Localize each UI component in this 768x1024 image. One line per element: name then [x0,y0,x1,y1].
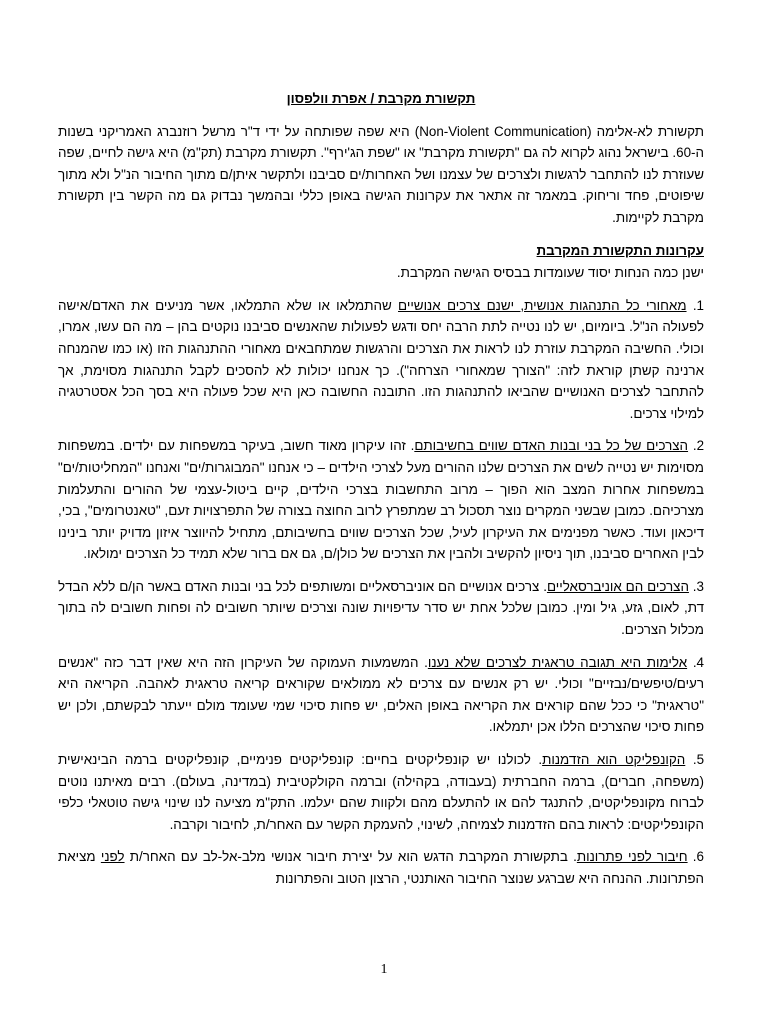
principle-item-4 [58,652,704,738]
principle-heading: הצרכים הם אוניברסאליים [546,578,689,594]
principle-heading: הקונפליקט הוא הזדמנות [542,752,686,768]
principle-item-3 [58,576,704,641]
section-intro: ישנן כמה הנחות יסוד שעומדות בבסיס הגישה המקרבת. [396,265,704,281]
document-title: תקשורת מקרבת / אפרת וולפסון [286,91,476,106]
principle-text: . צרכים אנושיים הם אוניברסאליים ומשותפים לכל בני ובנות האדם באשר הן/ם ללא הבדל דת, לאום, גזע, גיל ומין. כמובן שלכל אחת יש סדר עדיפויות שונה וצרכים שיותר חשובים לה ופחות חשובים לה בתוך מכלול הצרכים. [58,578,704,638]
principle-number: 6. [692,849,704,865]
section-heading: עקרונות התקשורת המקרבת [536,242,704,258]
principle-item-1 [58,295,704,425]
principle-item-5 [58,749,704,835]
intro-paragraph: תקשורת לא-אלימה (Non-Violent Communication) היא שפה שפותחה על ידי ד"ר מרשל רוזנברג האמריקני בשנות ה-60. בישראל נהוג לקרוא לה גם "תקשורת מקרבת" או "שפת הג'ירף". תקשורת מקרבת (תק"מ) היא גישה לחיים, שפה שעוזרת לנו להתחבר לרגשות ולצרכים של עצמנו ושל האחרות/ים סביבנו ולתקשר איתן/ם מתוך החיבור הנ"ל ולא מתוך שיפוטים, פחד וריחוק. במאמר זה אתאר את עקרונות הגישה באופן כללי ובהמשך נבדוק גם מה הקשר בין תקשורת מקרבת לקיימות. [58,123,704,225]
principle-heading: אלימות היא תגובה טראגית לצרכים שלא נענו [427,654,688,670]
principle-number: 4. [692,654,704,670]
principle-number: 2. [692,438,705,454]
principle-heading: מאחורי כל התנהגות אנושית, ישנם צרכים אנושיים [398,297,687,313]
principle-item-2 [58,435,704,565]
document-body [58,88,704,901]
principle-heading: חיבור לפני פתרונות [576,849,688,865]
principle-item-6 [58,846,704,889]
principle-text: שהתמלאו או שלא התמלאו, אשר מניעים את האדם/אישה לפעולה הנ"ל. ביומיום, יש לנו נטייה לתת הרבה יחס ודגש לפעולות שהאנשים סביבנו נוקטים בהן – מה הם עשו, אמרו, וכולי. החשיבה המקרבת עוזרת לנו לראות את הצרכים והרגשות שמתחבאים מאחורי ההתנהגות הזו (או כמו שהמנחה ארנינה קשתן קוראת לזה: "הצורך שמאחורי הצרחה"). כך אנחנו יכולות לא להסכים לקבל התנהגות מסוימת, אך להתחבר לצרכים האנושיים שהביאו להתנהגות הזו. התובנה החשובה כאן היא שכל פעולה היא בסך הכל אסטרטגיה למילוי צרכים. [58,297,704,421]
principle-text: . בתקשורת המקרבת הדגש הוא על יצירת חיבור אנושי מלב-אל-לב עם האחר/ת [124,849,577,865]
principle-heading: הצרכים של כל בני ובנות האדם שווים בחשיבותם [414,438,689,454]
principle-text: . לכולנו יש קונפליקטים בחיים: קונפליקטים פנימיים, קונפליקטים ברמה הבינאישית (משפחה, חברים), ברמה החברתית (בעבודה, בקהילה) וברמה הקולקטיבית (במדינה, בעולם). רבים מאיתנו נוטים לברוח מקונפליקטים, להתנגד להם או להתעלם מהם ולקוות שהם יעלמו. התק"מ מציעה לנו שינוי גישה טוטאלי כלפי הקונפליקטים: לראות בהם הזדמנות לצמיחה, לשינוי, להעמקת הקשר עם האחר/ת, לחיבור וקרבה. [58,752,704,832]
principle-text: . המשמעות העמוקה של העיקרון הזה היא שאין דבר כזה "אנשים רעים/טיפשים/נבזיים" וכולי. יש רק אנשים עם צרכים לא ממולאים שקוראים קריאה טראגית לאהבה. הקריאה היא "טראגית" כי ככל שהם קוראים את הקריאה באופן האלים, יש פחות סיכוי שמי שעומד מולם ייעתר לבקשתם, ולכן יש פחות סיכוי שהצרכים הללו אכן יתמלאו. [58,654,704,735]
principle-number: 5. [692,752,705,768]
principle-number: 3. [692,578,704,594]
principle-emphasis: לפני [100,849,125,865]
principle-number: 1. [692,297,704,313]
principle-text-continued: מציאת הפתרונות. ההנחה היא שברגע שנוצר החיבור האותנטי, הרצון הטוב והפתרונות [58,849,704,886]
principle-text: . זהו עיקרון מאוד חשוב, בעיקר במשפחות עם ילדים. במשפחות מסוימות יש נטייה לשים את הצרכים שלנו ההורים מעל לצרכי הילדים – כי אנחנו "המבוגרות/ים" ואנחנו "המחליטות/ים" במשפחות אחרות המצב הוא הפוך – מרוב התחשבות בצרכי הילדים, קיים ביטול-עצמי של ההורים והתעלמות מצרכיהם. כמובן שבשני המקרים נוצר תסכול רב שמתפרץ לרוב החוצה בצורה של התפרצויות זעם, "טאנטרומים", בכי, דיכאון ועוד. כאשר מפנימים את העיקרון לעיל, שכל הצרכים שווים בחשיבותם, מתחיל להיווצר איזון מדויק יותר בינינו לבין האחרים סביבנו, תוך ניסיון להקשיב ולהבין את הצרכים של כולן/ם, גם אם ברור שלא תמיד כל הצרכים ימולאו. [58,438,704,562]
page-number: 1 [380,962,388,977]
